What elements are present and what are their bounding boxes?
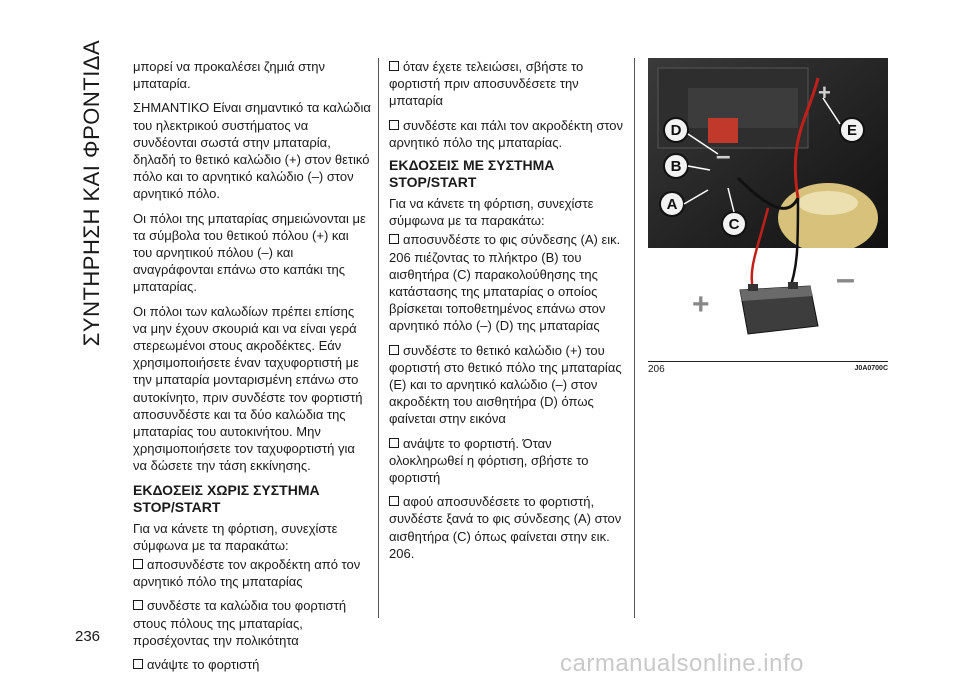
checkbox-bullet-icon xyxy=(389,120,399,130)
checkbox-bullet-icon xyxy=(389,61,399,71)
paragraph: ΣΗΜΑΝΤΙΚΟ Είναι σημαντικό τα καλώδια του ηλεκτρικού συστήματος να συνδέονται σωστά στην μπαταρία, δηλαδή το θετικό καλώδιο (+) στον θετικό πόλο και το αρνητικό καλώδιο (–) στον αρνητικό πόλο. xyxy=(133,100,371,202)
column-divider xyxy=(378,58,379,618)
callout-d-label: D xyxy=(670,122,682,139)
page-number: 236 xyxy=(75,628,101,645)
section-heading: ΕΚΔΟΣΕΙΣ ΜΕ ΣΥΣΤΗΜΑ STOP/START xyxy=(389,157,555,191)
callout-e-label: E xyxy=(846,122,858,139)
side-section-title: ΣΥΝΤΗΡΗΣΗ ΚΑΙ ΦΡΟΝΤΙΔΑ xyxy=(79,39,104,347)
list-item: αφού αποσυνδέσετε το φορτιστή, συνδέστε ξανά το φις σύνδεσης (A) στον αισθητήρα (C) όπως φαίνεται στην εικ. 206. xyxy=(389,494,622,561)
paragraph: Για να κάνετε τη φόρτιση, συνεχίστε σύμφωνα με τα παρακάτω: xyxy=(133,520,338,553)
list-item: συνδέστε το θετικό καλώδιο (+) του φορτιστή στο θετικό πόλο της μπαταρίας (E) και το αρνητικό καλώδιο (–) στον ακροδέκτη του αισθητήρα (D) όπως φαίνεται στην εικόνα xyxy=(389,342,622,427)
list-item: συνδέστε τα καλώδια του φορτιστή στους πόλους της μπαταρίας, προσέχοντας την πολικότητα xyxy=(133,598,347,648)
callout-c-label: C xyxy=(728,216,740,233)
paragraph: Οι πόλοι της μπαταρίας σημειώνονται με τα σύμβολα του θετικού πόλου (+) και του αρνητικού πόλου (–) και αναγράφονται επάνω στο καπάκι της μπαταρίας. xyxy=(133,210,366,295)
list-item: αποσυνδέστε το φις σύνδεσης (A) εικ. 206 πιέζοντας το πλήκτρο (B) του αισθητήρα (C) παρακολούθησης της κατάστασης της μπαταρίας ο οποίος βρίσκεται τοποθετημένος επάνω στον αρνητικό πόλο (–) (D) της μπαταρίας xyxy=(389,232,621,334)
section-heading: ΕΚΔΟΣΕΙΣ ΧΩΡΙΣ ΣΥΣΤΗΜΑ STOP/START xyxy=(133,481,320,515)
paragraph: μπορεί να προκαλέσει ζημιά στην μπαταρία. xyxy=(133,59,326,92)
middle-column xyxy=(389,58,627,569)
minus-marker: – xyxy=(716,140,731,170)
list-item: συνδέστε και πάλι τον ακροδέκτη στον αρνητικό πόλο της μπαταρίας. xyxy=(389,117,624,150)
column-divider xyxy=(634,58,635,618)
checkbox-bullet-icon xyxy=(133,659,143,669)
figure-caption xyxy=(648,361,888,376)
checkbox-bullet-icon xyxy=(133,600,143,610)
list-item: ανάψτε το φορτιστή xyxy=(133,656,371,673)
list-item: αποσυνδέστε τον ακροδέκτη από τον αρνητικό πόλο της μπαταρίας xyxy=(133,557,361,590)
figure-number: 206 xyxy=(648,364,665,375)
battery-charging-figure xyxy=(648,58,888,352)
checkbox-bullet-icon xyxy=(389,438,399,448)
figure-code: J0A0700C xyxy=(854,365,888,372)
list-item: όταν έχετε τελειώσει, σβήστε το φορτιστή πριν αποσυνδέσετε την μπαταρία xyxy=(389,59,584,109)
watermark: carmanualsonline.info xyxy=(560,650,804,677)
paragraph: Οι πόλοι των καλωδίων πρέπει επίσης να μην έχουν σκουριά και να είναι γερά στερεωμένοι στους ακροδέκτες. Εάν χρησιμοποιήσετε έναν ταχυφορτιστή με την μπαταρία μονταρισμένη επάνω στο αυτοκίνητο, πριν συνδέστε τον φορτιστή αποσυνδέστε και τα δύο καλώδια της μπαταρίας του αυτοκινήτου. Μην χρησιμοποιήσετε τον ταχυφορτιστή για να δώσετε την τάση εκκίνησης. xyxy=(133,303,363,474)
callout-a-label: A xyxy=(666,196,678,213)
checkbox-bullet-icon xyxy=(133,559,143,569)
plus-marker: + xyxy=(692,288,710,321)
minus-marker: – xyxy=(836,260,855,298)
list-item: ανάψτε το φορτιστή. Όταν ολοκληρωθεί η φόρτιση, σβήστε το φορτιστή xyxy=(389,435,589,486)
checkbox-bullet-icon xyxy=(389,496,399,506)
checkbox-bullet-icon xyxy=(389,345,399,355)
plus-marker: + xyxy=(818,80,831,105)
left-column xyxy=(133,58,371,680)
callout-b-label: B xyxy=(670,158,682,175)
paragraph: Για να κάνετε τη φόρτιση, συνεχίστε σύμφωνα με τα παρακάτω: xyxy=(389,196,594,229)
battery-illustration xyxy=(648,58,888,352)
checkbox-bullet-icon xyxy=(389,234,399,244)
